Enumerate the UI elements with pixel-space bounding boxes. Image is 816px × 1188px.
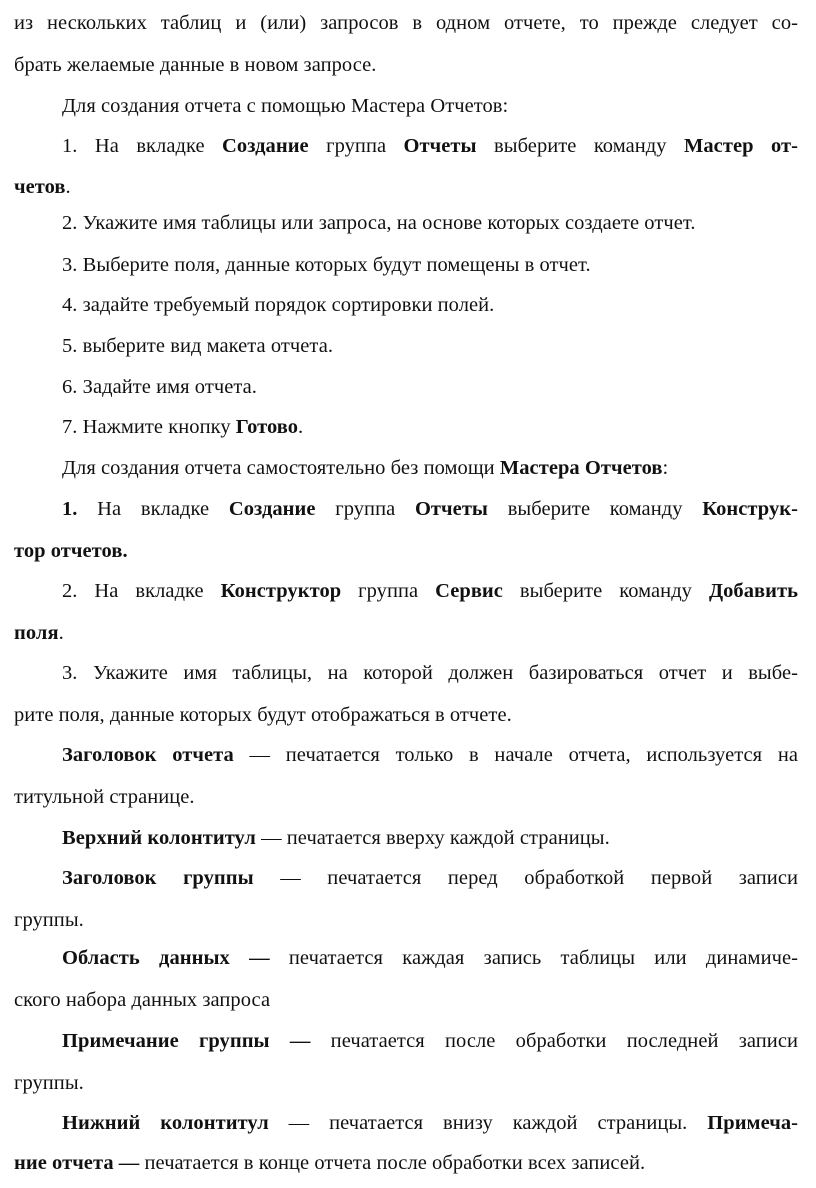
text-run: На вкладке xyxy=(77,498,229,520)
text-line xyxy=(0,52,816,78)
text-line xyxy=(0,702,816,728)
text-run: выберите команду xyxy=(476,135,684,157)
text-line xyxy=(0,578,816,604)
text-run: печатается в конце отчета после обработки всех записей. xyxy=(139,1152,646,1174)
bold-text-run: Область данных — xyxy=(62,947,270,969)
text-run: 2. Укажите имя таблицы или запроса, на основе которых создаете отчет. xyxy=(62,212,696,234)
text-run: группа xyxy=(341,580,436,602)
text-line xyxy=(0,1070,816,1096)
text-run: . xyxy=(58,622,64,644)
text-run: группа xyxy=(315,498,415,520)
bold-text-run: Добавить xyxy=(708,580,798,602)
bold-text-run: Заголовок группы xyxy=(62,867,254,889)
text-line xyxy=(0,660,816,686)
text-line xyxy=(0,825,816,851)
text-line xyxy=(0,784,816,810)
text-line xyxy=(0,742,816,768)
text-line xyxy=(0,907,816,933)
bold-text-run: тор отчетов. xyxy=(14,540,128,562)
text-line xyxy=(0,414,816,440)
text-run: группы. xyxy=(14,1072,84,1094)
bold-text-run: Конструк- xyxy=(702,498,798,520)
text-run: 3. Укажите имя таблицы, на которой должен базироваться отчет и выбе- xyxy=(62,662,798,684)
bold-text-run: Сервис xyxy=(435,580,503,602)
text-line xyxy=(0,1150,816,1176)
text-run: ского набора данных запроса xyxy=(14,989,271,1011)
text-run: — печатается перед обработкой первой записи xyxy=(253,867,798,889)
text-run: рите поля, данные которых будут отображаться в отчете. xyxy=(14,704,512,726)
bold-text-run: четов xyxy=(14,176,66,198)
text-line xyxy=(0,174,816,200)
text-line xyxy=(0,455,816,481)
text-line xyxy=(0,10,816,36)
text-run: 4. задайте требуемый порядок сортировки полей. xyxy=(62,294,495,316)
text-line xyxy=(0,210,816,236)
bold-text-run: Отчеты xyxy=(414,498,488,520)
bold-text-run: Мастера Отчетов xyxy=(499,457,663,479)
text-run: группа xyxy=(308,135,404,157)
text-run: 5. выберите вид макета отчета. xyxy=(62,335,334,357)
text-line xyxy=(0,538,816,564)
bold-text-run: Создание xyxy=(228,498,316,520)
text-run: выберите команду xyxy=(502,580,709,602)
text-run: : xyxy=(662,457,669,479)
text-line xyxy=(0,865,816,891)
text-line xyxy=(0,374,816,400)
text-line xyxy=(0,292,816,318)
text-line xyxy=(0,1110,816,1136)
text-line xyxy=(0,252,816,278)
bold-text-run: Конструктор xyxy=(220,580,342,602)
text-line xyxy=(0,620,816,646)
bold-text-run: Создание xyxy=(222,135,309,157)
text-line xyxy=(0,1028,816,1054)
text-run: — печатается внизу каждой страницы. xyxy=(268,1112,708,1134)
text-line xyxy=(0,333,816,359)
text-run: 7. Нажмите кнопку xyxy=(62,416,236,438)
text-line xyxy=(0,945,816,971)
bold-text-run: ние отчета — xyxy=(14,1152,140,1174)
text-run: печатается после обработки последней записи xyxy=(310,1030,798,1052)
bold-text-run: Примечание группы — xyxy=(62,1030,311,1052)
bold-text-run: Мастер от- xyxy=(683,135,798,157)
bold-text-run: Заголовок отчета xyxy=(62,744,234,766)
text-run: — печатается только в начале отчета, используется на xyxy=(233,744,798,766)
bold-text-run: Примеча- xyxy=(707,1112,798,1134)
text-run: титульной странице. xyxy=(14,786,195,808)
text-run: брать желаемые данные в новом запросе. xyxy=(14,54,377,76)
text-run: . xyxy=(65,176,71,198)
text-run: печатается каждая запись таблицы или динамиче- xyxy=(269,947,798,969)
text-run: 2. На вкладке xyxy=(62,580,221,602)
text-line xyxy=(0,987,816,1013)
bold-text-run: Нижний колонтитул xyxy=(62,1112,269,1134)
bold-text-run: Готово xyxy=(235,416,299,438)
bold-text-run: Отчеты xyxy=(403,135,477,157)
text-run: . xyxy=(298,416,304,438)
bold-text-run: поля xyxy=(14,622,59,644)
text-line xyxy=(0,93,816,119)
text-line xyxy=(0,496,816,522)
text-run: Для создания отчета самостоятельно без помощи xyxy=(62,457,500,479)
text-run: из нескольких таблиц и (или) запросов в одном отчете, то прежде следует со- xyxy=(14,12,798,34)
bold-text-run: Верхний колонтитул xyxy=(62,827,256,849)
text-line xyxy=(0,133,816,159)
text-run: выберите команду xyxy=(488,498,703,520)
text-run: группы. xyxy=(14,909,84,931)
bold-text-run: 1. xyxy=(62,498,78,520)
text-run: Для создания отчета с помощью Мастера Отчетов: xyxy=(62,95,509,117)
text-run: 1. На вкладке xyxy=(62,135,223,157)
text-run: — печатается вверху каждой страницы. xyxy=(255,827,610,849)
text-run: 6. Задайте имя отчета. xyxy=(62,376,257,398)
text-run: 3. Выберите поля, данные которых будут помещены в отчет. xyxy=(62,254,591,276)
